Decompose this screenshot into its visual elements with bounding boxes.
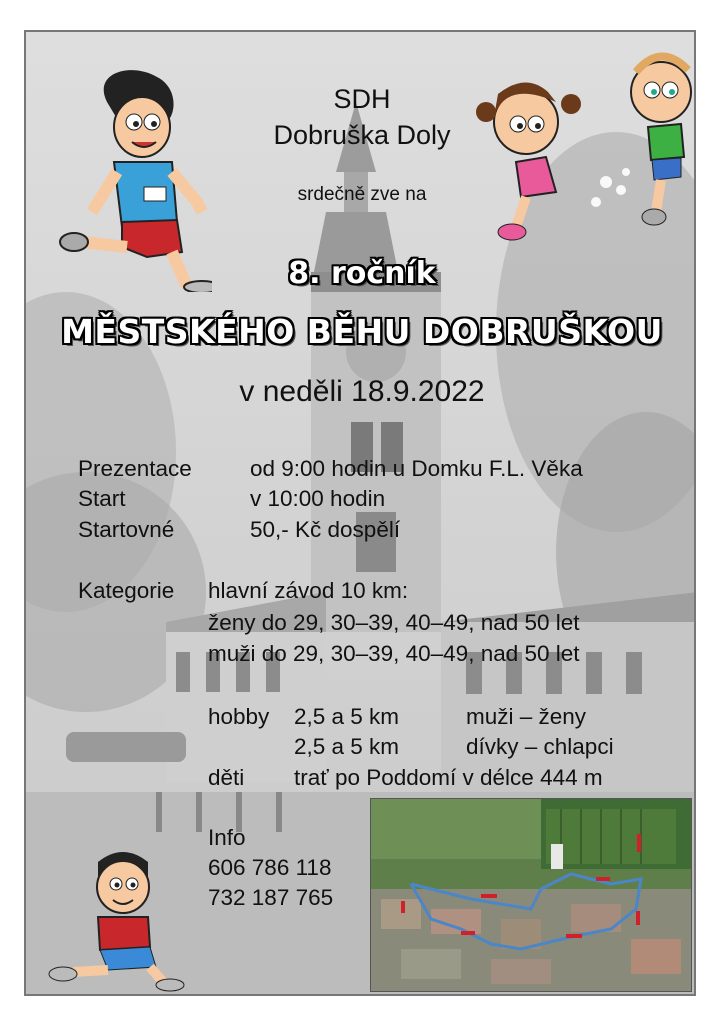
main-race-text: hlavní závod 10 km: xyxy=(208,578,409,603)
detail-label-start: Start xyxy=(78,486,126,511)
hobby-distance-2: 2,5 a 5 km xyxy=(294,734,400,759)
invitation-text: srdečně zve na xyxy=(297,184,427,205)
detail-value-start: v 10:00 hodin xyxy=(250,486,386,511)
organizer-line-2: Dobruška Doly xyxy=(273,120,451,150)
detail-label-registration: Prezentace xyxy=(78,456,192,481)
route-map xyxy=(370,798,692,992)
contact-phone-1: 606 786 118 xyxy=(208,855,332,880)
contact-label: Info xyxy=(208,825,246,850)
detail-value-registration: od 9:00 hodin u Domku F.L. Věka xyxy=(250,456,583,481)
hobby-group-1: muži – ženy xyxy=(466,704,587,729)
event-date: v neděli 18.9.2022 xyxy=(239,375,485,408)
event-title: MĚSTSKÉHO BĚHU DOBRUŠKOU xyxy=(61,312,663,351)
women-categories: ženy do 29, 30–39, 40–49, nad 50 let xyxy=(208,610,580,635)
edition-heading: 8. ročník xyxy=(288,256,436,291)
detail-label-fee: Startovné xyxy=(78,517,175,542)
organizer-line-1: SDH xyxy=(333,84,391,114)
contact-phone-2: 732 187 765 xyxy=(208,885,334,910)
hobby-distance-1: 2,5 a 5 km xyxy=(294,704,400,729)
hobby-group-2: dívky – chlapci xyxy=(466,734,614,759)
detail-value-fee: 50,- Kč dospělí xyxy=(250,517,401,542)
categories-label: Kategorie xyxy=(78,578,175,603)
hobby-label: hobby xyxy=(208,704,270,729)
kids-route-text: trať po Poddomí v délce 444 m xyxy=(294,765,603,790)
men-categories: muži do 29, 30–39, 40–49, nad 50 let xyxy=(208,641,580,666)
running-boy-small-illustration xyxy=(38,842,188,992)
kids-label: děti xyxy=(208,765,245,790)
poster xyxy=(24,30,696,996)
route-map-image xyxy=(371,799,691,991)
